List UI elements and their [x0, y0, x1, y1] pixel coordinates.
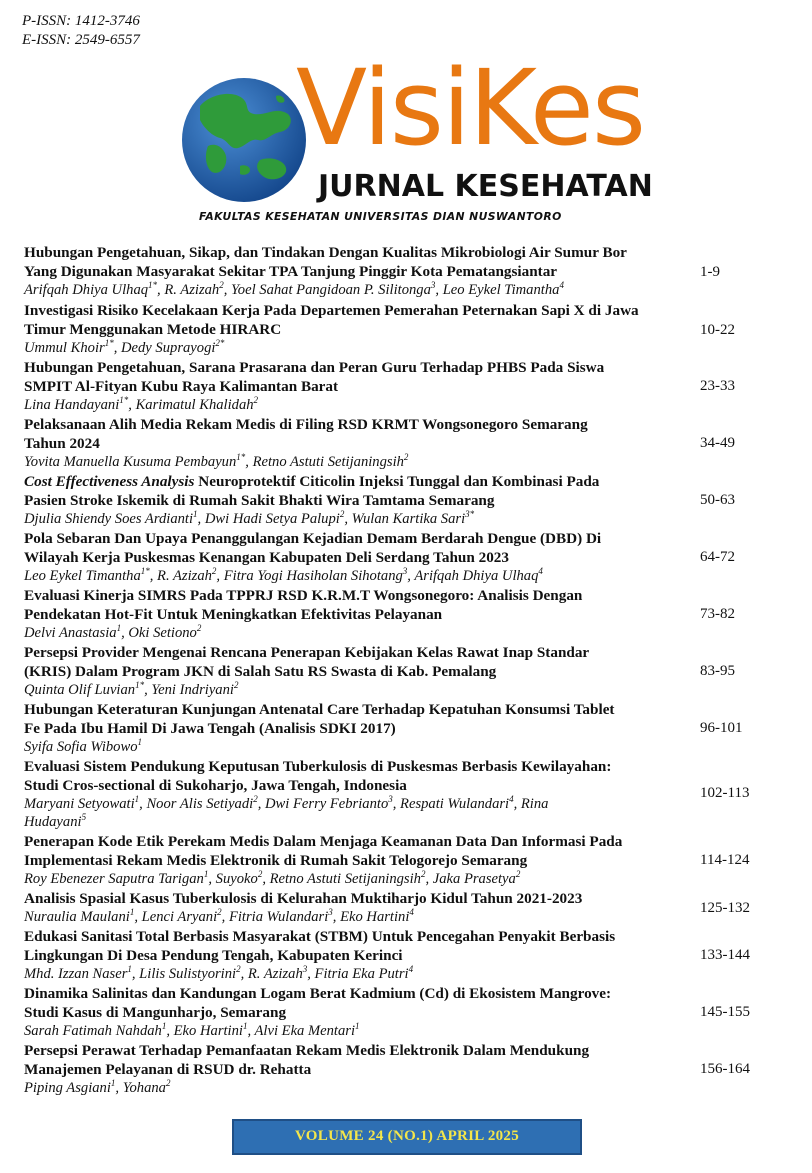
faculty-name: FAKULTAS KESEHATAN UNIVERSITAS DIAN NUSWANTORO	[199, 210, 562, 223]
article-authors: Syifa Sofia Wibowo$^1$	[24, 737, 143, 755]
article-pages: 50-63	[700, 492, 735, 508]
article-pages: 34-49	[700, 435, 735, 451]
article-entry	[24, 415, 704, 471]
article-title: Edukasi Sanitasi Total Berbasis Masyarakat (STBM) Untuk Pencegahan Penyakit Berbasis Lingkungan Di Desa Pendung Tengah, Kabupaten Kerinci	[24, 928, 616, 964]
article-title: Pelaksanaan Alih Media Rekam Medis di Filing RSD KRMT Wongsonegoro Semarang Tahun 2024	[24, 416, 588, 452]
article-pages: 23-33	[700, 378, 735, 394]
article-entry	[24, 586, 704, 642]
volume-banner	[232, 1119, 582, 1155]
article-authors: Nuraulia Maulani$^1$, Lenci Aryani$^2$, Fitria Wulandari$^3$, Eko Hartini$^4$	[24, 907, 414, 925]
article-pages: 133-144	[700, 947, 750, 963]
article-title: Persepsi Perawat Terhadap Pemanfaatan Rekam Medis Elektronik Dalam Mendukung Manajemen Pelayanan di RSUD dr. Rehatta	[24, 1042, 590, 1078]
article-entry	[24, 700, 704, 756]
article-title: Investigasi Risiko Kecelakaan Kerja Pada Departemen Pemerahan Peternakan Sapi X di Jawa Timur Menggunakan Metode HIRARC	[24, 302, 639, 338]
article-pages: 114-124	[700, 852, 750, 868]
article-pages: 125-132	[700, 900, 750, 916]
article-entry	[24, 472, 704, 528]
article-entry	[24, 243, 704, 299]
article-authors: Yovita Manuella Kusuma Pembayun$^{1*}$, Retno Astuti Setijaningsih$^2$	[24, 452, 409, 470]
article-pages: 64-72	[700, 549, 735, 565]
article-entry	[24, 889, 704, 926]
article-pages: 102-113	[700, 785, 750, 801]
article-title: Hubungan Keteraturan Kunjungan Antenatal Care Terhadap Kepatuhan Konsumsi Tablet Fe Pada Ibu Hamil Di Jawa Tengah (Analisis SDKI 2017)	[24, 701, 615, 737]
article-entry	[24, 643, 704, 699]
article-pages: 145-155	[700, 1004, 750, 1020]
article-title: Dinamika Salinitas dan Kandungan Logam Berat Kadmium (Cd) di Ekosistem Mangrove: Studi Kasus di Mangunharjo, Semarang	[24, 985, 612, 1021]
article-title: Cost Effectiveness Analysis Neuroprotektif Citicolin Injeksi Tunggal dan Kombinasi Pada Pasien Stroke Iskemik di Rumah Sakit Bhakti Wira Tamtama Semarang	[24, 473, 600, 509]
article-authors: Mhd. Izzan Naser$^1$, Lilis Sulistyorini$^2$, R. Azizah$^3$, Fitria Eka Putri$^4$	[24, 964, 414, 982]
article-authors: Leo Eykel Timantha$^{1*}$, R. Azizah$^2$, Fitra Yogi Hasiholan Sihotang$^3$, Arifqah Dhiya Ulhaq$^4$	[24, 566, 543, 584]
article-entry	[24, 984, 704, 1040]
article-authors: Roy Ebenezer Saputra Tarigan$^1$, Suyoko$^2$, Retno Astuti Setijaningsih$^2$, Jaka Prasetya$^2$	[24, 869, 521, 887]
article-pages: 73-82	[700, 606, 735, 622]
article-authors: Delvi Anastasia$^1$, Oki Setiono$^2$	[24, 623, 202, 641]
article-entry	[24, 832, 704, 888]
article-title: Hubungan Pengetahuan, Sikap, dan Tindakan Dengan Kualitas Mikrobiologi Air Sumur Bor Yang Digunakan Masyarakat Sekitar TPA Tanjung Pinggir Kota Pematangsiantar	[24, 244, 627, 280]
article-pages: 156-164	[700, 1061, 750, 1077]
article-authors: Arifqah Dhiya Ulhaq$^{1*}$, R. Azizah$^2$, Yoel Sahat Pangidoan P. Silitonga$^3$, Leo Eykel Timantha$^4$	[24, 280, 564, 298]
article-authors: Quinta Olif Luvian$^{1*}$, Yeni Indriyani$^2$	[24, 680, 239, 698]
globe-icon	[180, 76, 308, 204]
article-pages: 1-9	[700, 264, 720, 280]
article-pages: 10-22	[700, 322, 735, 338]
article-authors: Ummul Khoir$^{1*}$, Dedy Suprayogi$^{2*}$	[24, 338, 225, 356]
article-title: Penerapan Kode Etik Perekam Medis Dalam Menjaga Keamanan Data Dan Informasi Pada Implementasi Rekam Medis Elektronik di Rumah Sakit Telogorejo Semarang	[24, 833, 623, 869]
article-entry	[24, 529, 704, 585]
article-title: Hubungan Pengetahuan, Sarana Prasarana dan Peran Guru Terhadap PHBS Pada Siswa SMPIT Al-Fityan Kubu Raya Kalimantan Barat	[24, 359, 605, 395]
article-title: Persepsi Provider Mengenai Rencana Penerapan Kebijakan Kelas Rawat Inap Standar (KRIS) Dalam Program JKN di Salah Satu RS Swasta di Kab. Pemalang	[24, 644, 590, 680]
volume-label: VOLUME 24 (NO.1) APRIL 2025	[294, 1128, 520, 1144]
e-issn: E-ISSN: 2549-6557	[22, 32, 140, 48]
article-pages: 96-101	[700, 720, 743, 736]
article-authors: Piping Asgiani$^1$, Yohana$^2$	[24, 1078, 171, 1096]
article-authors: Sarah Fatimah Nahdah$^1$, Eko Hartini$^1$, Alvi Eka Mentari$^1$	[24, 1021, 360, 1039]
article-entry	[24, 927, 704, 983]
article-authors: Maryani Setyowati$^1$, Noor Alis Setiyadi$^2$, Dwi Ferry Febrianto$^3$, Respati Wulandari$^4$, Rina Hudayani$^5$	[24, 794, 549, 830]
article-title: Evaluasi Sistem Pendukung Keputusan Tuberkulosis di Puskesmas Berbasis Kewilayahan: Studi Cros-sectional di Sukoharjo, Jawa Tengah, Indonesia	[24, 758, 612, 794]
article-entry	[24, 358, 704, 414]
article-title: Evaluasi Kinerja SIMRS Pada TPPRJ RSD K.R.M.T Wongsonegoro: Analisis Dengan Pendekatan Hot-Fit Untuk Meningkatkan Efektivitas Pelayanan	[24, 587, 583, 623]
article-title: Analisis Spasial Kasus Tuberkulosis di Kelurahan Muktiharjo Kidul Tahun 2021-2023	[24, 890, 583, 907]
p-issn: P-ISSN: 1412-3746	[22, 13, 140, 29]
logo-subtitle: JURNAL KESEHATAN	[318, 169, 653, 204]
article-title: Pola Sebaran Dan Upaya Penanggulangan Kejadian Demam Berdarah Dengue (DBD) Di Wilayah Kerja Puskesmas Kenangan Kabupaten Deli Serdang Tahun 2023	[24, 530, 602, 566]
article-pages: 83-95	[700, 663, 735, 679]
article-entry	[24, 301, 704, 357]
logo-text: VisiKes	[296, 47, 645, 169]
article-entry	[24, 1041, 704, 1097]
article-authors: Lina Handayani$^{1*}$, Karimatul Khalidah$^2$	[24, 395, 259, 413]
article-authors: Djulia Shiendy Soes Ardianti$^1$, Dwi Hadi Setya Palupi$^2$, Wulan Kartika Sari$^{3*}$	[24, 509, 475, 527]
article-entry	[24, 757, 704, 831]
